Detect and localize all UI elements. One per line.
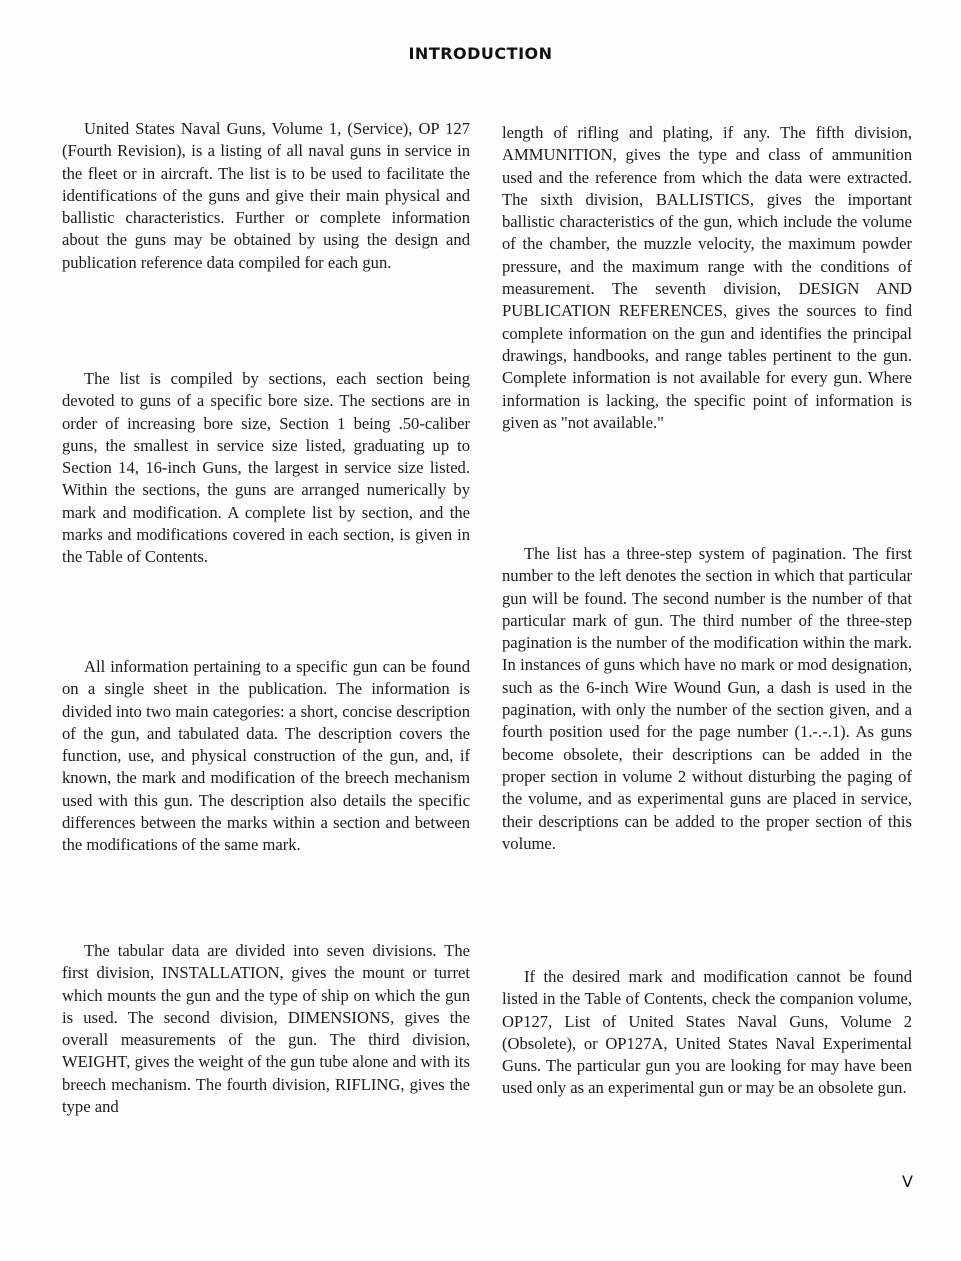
paragraph-intro: United States Naval Guns, Volume 1, (Service), OP 127 (Fourth Revision), is a listing of all naval guns in service in the fleet or in aircraft. The list is to be used to facilitate the identifications of the guns and give their main physical and ballistic characteristics. Further or complete information about the guns may be obtained by using the design and publication reference data compiled for each gun.: [62, 119, 470, 272]
paragraph-companion-volumes: If the desired mark and modification cannot be found listed in the Table of Contents, check the companion volume, OP127, List of United States Naval Guns, Volume 2 (Obsolete), or OP127A, United States Naval Experimental Guns. The particular gun you are looking for may have been used only as an experimental gun or may be an obsolete gun.: [502, 967, 912, 1098]
paragraph-information: All information pertaining to a specific gun can be found on a single sheet in the publication. The information is divided into two main categories: a short, concise description of the gun, and tabulated data. The description covers the function, use, and physical construction of the gun, and, if known, the mark and modification of the breech mechanism used with this gun. The description also details the specific differences between the marks within a section and between the modifications of the same mark.: [62, 657, 470, 855]
page-title: INTRODUCTION: [408, 44, 553, 63]
paragraph-divisions-continued: length of rifling and plating, if any. The fifth division, AMMUNITION, gives the type and class of ammunition used and the reference from which the data were extracted. The sixth division, BALLISTICS, gives the important ballistic characteristics of the gun, which include the volume of the chamber, the muzzle velocity, the maximum powder pressure, and the maximum range with the conditions of measurement. The seventh division, DESIGN AND PUBLICATION REFERENCES, gives the sources to find complete information on the gun and identifies the principal drawings, handbooks, and range tables pertinent to the gun. Complete information is not available for every gun. Where information is lacking, the specific point of information is given as "not available.": [502, 123, 912, 432]
paragraph-pagination: The list has a three-step system of pagination. The first number to the left denotes the section in which that particular gun will be found. The second number is the number of that particular mark of gun. The third number of the three-step pagination is the number of the modification within the mark. In instances of guns which have no mark or mod designation, such as the 6-inch Wire Wound Gun, a dash is used in the pagination, with only the number of the section given, and a fourth position used for the page number (1.-.-.1). As guns become obsolete, their descriptions can be added in the proper section in volume 2 without disturbing the paging of the volume, and as experimental guns are placed in service, their descriptions can be added to the proper section of this volume.: [502, 544, 912, 853]
paragraph-sections: The list is compiled by sections, each section being devoted to guns of a specific bore size. The sections are in order of increasing bore size, Section 1 being .50-caliber guns, the smallest in service size listed, graduating up to Section 14, 16-inch Guns, the largest in service size listed. Within the sections, the guns are arranged numerically by mark and modification. A complete list by section, and the marks and modifications covered in each section, is given in the Table of Contents.: [62, 369, 470, 567]
paragraph-tabular-data: The tabular data are divided into seven divisions. The first division, INSTALLATION, gives the mount or turret which mounts the gun and the type of ship on which the gun is used. The second division, DIMENSIONS, gives the overall measurements of the gun. The third division, WEIGHT, gives the weight of the gun tube alone and with its breech mechanism. The fourth division, RIFLING, gives the type and: [62, 941, 470, 1117]
page-number: V: [902, 1172, 913, 1191]
